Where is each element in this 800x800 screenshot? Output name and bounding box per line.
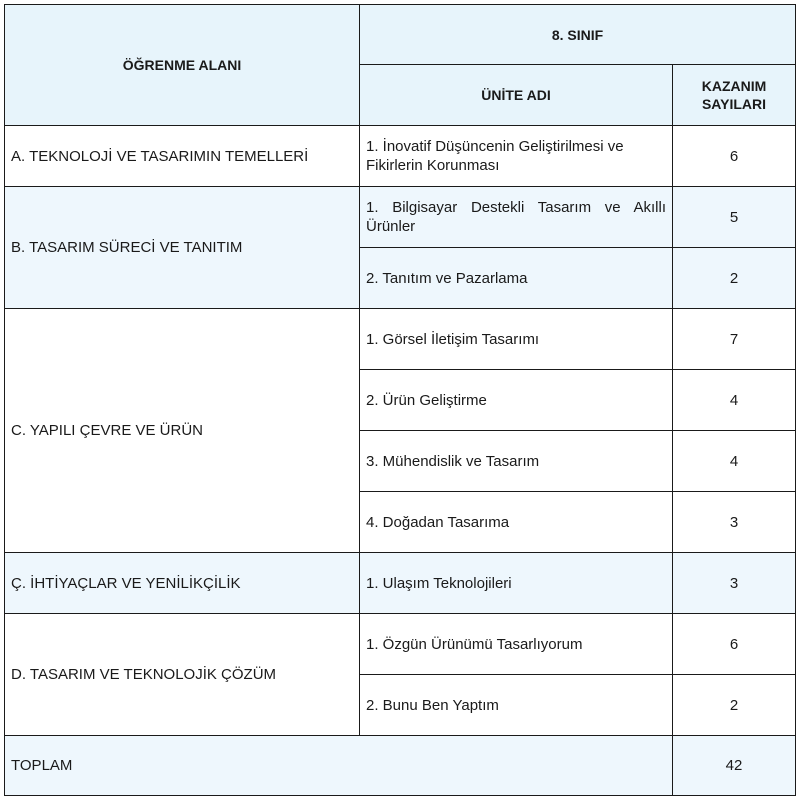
header-outcome-counts: KAZANIM SAYILARI: [673, 65, 795, 126]
unit-name: 1. Görsel İletişim Tasarımı: [360, 309, 673, 370]
header-grade: 8. SINIF: [360, 5, 795, 65]
unit-count: 5: [673, 187, 795, 248]
unit-name: 1. Ulaşım Teknolojileri: [360, 553, 673, 614]
area-name: Ç. İHTİYAÇLAR VE YENİLİKÇİLİK: [5, 553, 360, 614]
area-name: A. TEKNOLOJİ VE TASARIMIN TEMELLERİ: [5, 126, 360, 187]
unit-count: 2: [673, 675, 795, 736]
unit-name: 4. Doğadan Tasarıma: [360, 492, 673, 553]
unit-count: 6: [673, 126, 795, 187]
unit-name: 2. Tanıtım ve Pazarlama: [360, 248, 673, 309]
unit-name: 3. Mühendislik ve Tasarım: [360, 431, 673, 492]
unit-count: 2: [673, 248, 795, 309]
unit-count: 3: [673, 492, 795, 553]
unit-name: 1. Özgün Ürünümü Tasarlıyorum: [360, 614, 673, 675]
total-label: TOPLAM: [5, 736, 673, 795]
unit-name: 1. İnovatif Düşüncenin Geliştirilmesi ve Fikirlerin Korunması: [360, 126, 673, 187]
area-name: B. TASARIM SÜRECİ VE TANITIM: [5, 187, 360, 309]
curriculum-table: [4, 4, 796, 796]
unit-count: 4: [673, 370, 795, 431]
header-learning-area: ÖĞRENME ALANI: [5, 5, 360, 126]
unit-count: 3: [673, 553, 795, 614]
unit-count: 7: [673, 309, 795, 370]
unit-name: 2. Bunu Ben Yaptım: [360, 675, 673, 736]
area-name: C. YAPILI ÇEVRE VE ÜRÜN: [5, 309, 360, 553]
unit-name: 1. Bilgisayar Destekli Tasarım ve Akıllı Ürünler: [360, 187, 673, 248]
total-value: 42: [673, 736, 795, 795]
header-unit-name: ÜNİTE ADI: [360, 65, 673, 126]
area-name: D. TASARIM VE TEKNOLOJİK ÇÖZÜM: [5, 614, 360, 736]
unit-count: 4: [673, 431, 795, 492]
unit-count: 6: [673, 614, 795, 675]
unit-name: 2. Ürün Geliştirme: [360, 370, 673, 431]
